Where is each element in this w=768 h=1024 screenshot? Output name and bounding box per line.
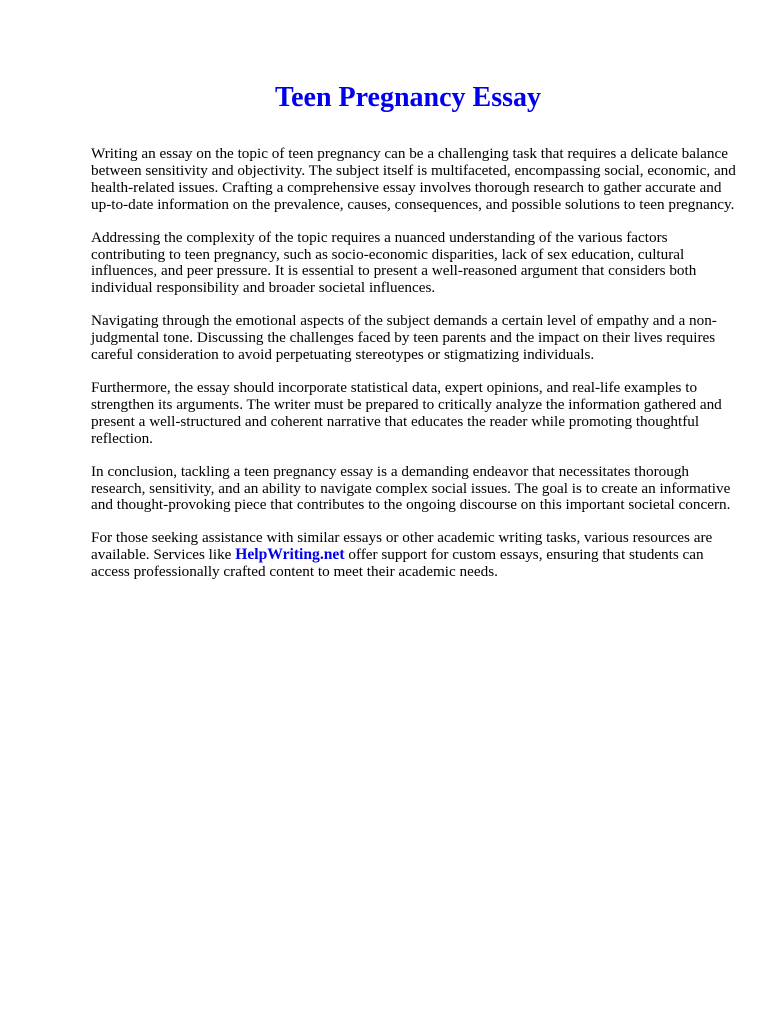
paragraph-1: Writing an essay on the topic of teen pregnancy can be a challenging task that requires a delicate balance between sensitivity and objectivity. The subject itself is multifaceted, encompassing social, economic, and health-related issues. Crafting a comprehensive essay involves thorough research to gather accurate and up-to-date information on the prevalence, causes, consequences, and possible solutions to teen pregnancy. — [91, 145, 736, 213]
paragraph-2: Addressing the complexity of the topic requires a nuanced understanding of the various factors contributing to teen pregnancy, such as socio-economic disparities, lack of sex education, cultural influences, and peer pressure. It is essential to present a well-reasoned argument that considers both individual responsibility and broader societal influences. — [91, 228, 697, 297]
paragraph-6-text-after-link: offer support for custom essays, ensuring that students can access professionally crafted content to meet their academic needs. — [91, 546, 704, 581]
paragraph-6-text-before-link: For those seeking assistance with similar essays or other academic writing tasks, various resources are available. Services like — [91, 529, 713, 564]
paragraph-4: Furthermore, the essay should incorporate statistical data, expert opinions, and real-life examples to strengthen its arguments. The writer must be prepared to critically analyze the information gathered and present a well-structured and coherent narrative that educates the reader while promoting thoughtful reflection. — [91, 378, 722, 447]
document-body — [91, 146, 741, 597]
paragraph-5: In conclusion, tackling a teen pregnancy essay is a demanding endeavor that necessitates thorough research, sensitivity, and an ability to navigate complex social issues. The goal is to create an informative and thought-provoking piece that contributes to the ongoing discourse on this important societal concern. — [91, 462, 731, 514]
helpwriting-link[interactable]: HelpWriting.net — [235, 546, 345, 564]
document-title: Teen Pregnancy Essay — [274, 82, 542, 113]
paragraph-6 — [91, 530, 741, 581]
paragraph-3: Navigating through the emotional aspects of the subject demands a certain level of empathy and a non-judgmental tone. Discussing the challenges faced by teen parents and the impact on their lives requires careful consideration to avoid perpetuating stereotypes or stigmatizing individuals. — [91, 312, 717, 364]
